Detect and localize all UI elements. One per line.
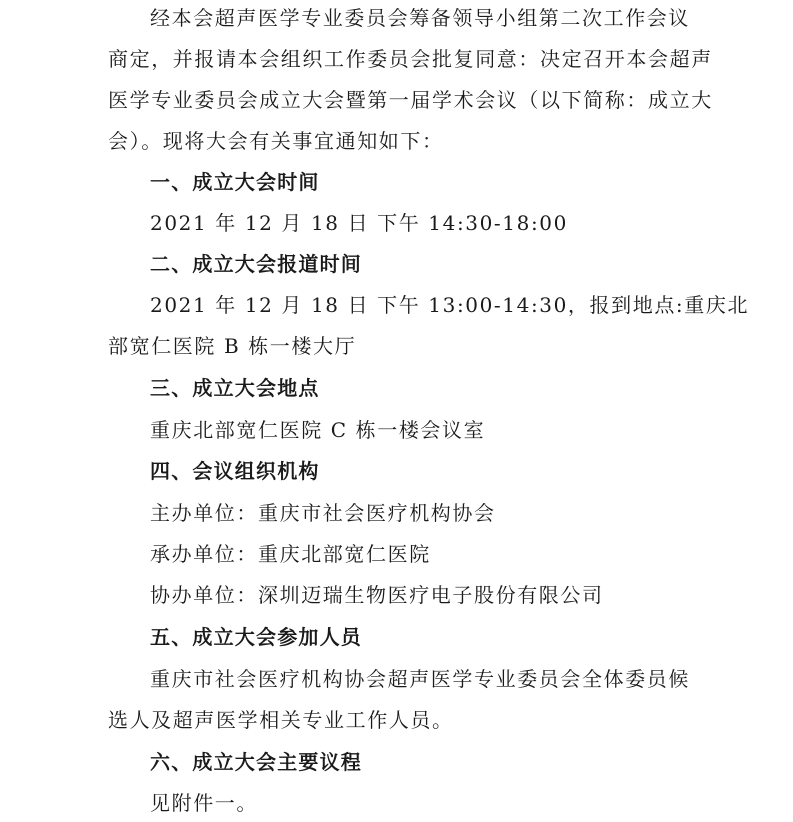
- section-2-line-2: 部宽仁医院 B 栋一楼大厅: [108, 334, 357, 358]
- section-4-heading: 四、会议组织机构: [150, 459, 320, 483]
- section-4-co-organizer: 协办单位：深圳迈瑞生物医疗电子股份有限公司: [150, 583, 604, 607]
- section-2-heading: 二、成立大会报道时间: [150, 252, 362, 276]
- intro-line-3: 医学专业委员会成立大会暨第一届学术会议（以下简称：成立大: [108, 88, 713, 112]
- section-5-line-1: 重庆市社会医疗机构协会超声医学专业委员会全体委员候: [150, 667, 690, 691]
- section-1-text: 2021 年 12 月 18 日 下午 14:30-18:00: [150, 211, 568, 235]
- intro-line-1: 经本会超声医学专业委员会筹备领导小组第二次工作会议: [150, 6, 690, 30]
- section-2-line-1: 2021 年 12 月 18 日 下午 13:00-14:30，报到地点:重庆北: [150, 293, 750, 317]
- intro-line-4: 会）。现将大会有关事宜通知如下：: [108, 129, 444, 153]
- section-3-text: 重庆北部宽仁医院 C 栋一楼会议室: [150, 418, 486, 442]
- section-3-heading: 三、成立大会地点: [150, 376, 320, 400]
- section-4-host: 主办单位：重庆市社会医疗机构协会: [150, 501, 496, 525]
- section-5-line-2: 选人及超声医学相关专业工作人员。: [108, 708, 454, 732]
- section-6-text: 见附件一。: [150, 791, 258, 815]
- section-6-heading: 六、成立大会主要议程: [150, 750, 362, 774]
- section-1-heading: 一、成立大会时间: [150, 170, 320, 194]
- section-4-organizer: 承办单位：重庆北部宽仁医院: [150, 542, 431, 566]
- intro-line-2: 商定，并报请本会组织工作委员会批复同意：决定召开本会超声: [108, 47, 713, 71]
- section-5-heading: 五、成立大会参加人员: [150, 625, 362, 649]
